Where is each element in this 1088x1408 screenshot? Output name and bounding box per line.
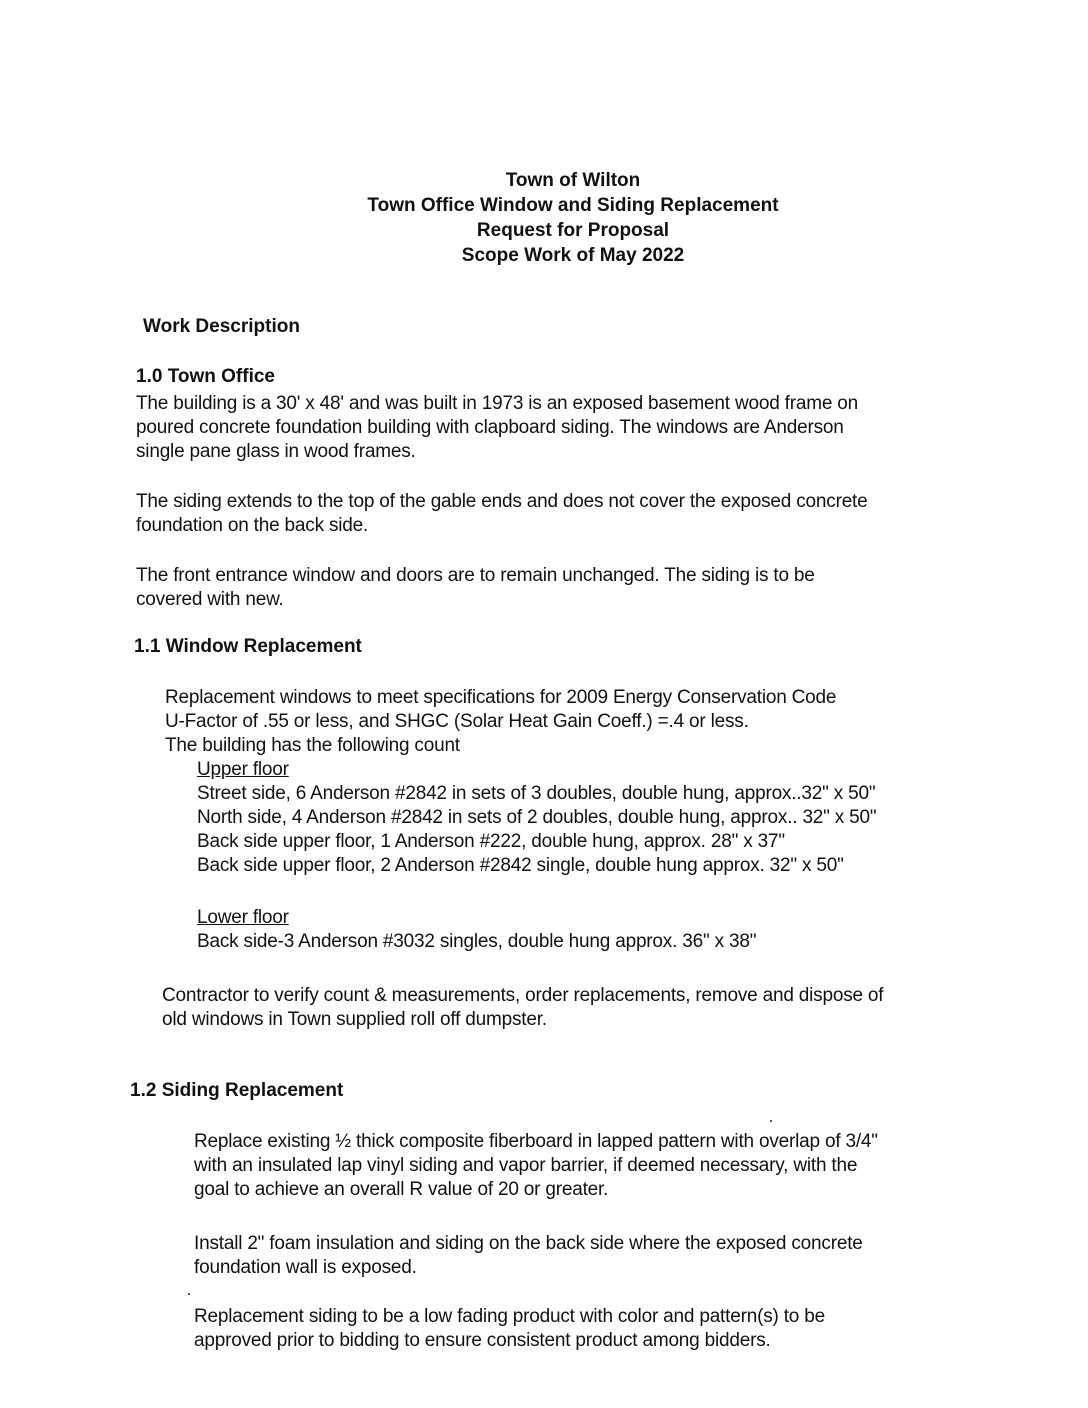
scan-speck [770,1120,772,1122]
list-item: North side, 4 Anderson #2842 in sets of 2 doubles, double hung, approx.. 32" x 50" [197,807,877,828]
text-line: The building is a 30' x 48' and was built in 1973 is an exposed basement wood frame on [136,393,859,414]
upper-floor-list [197,758,876,878]
text-line: The siding extends to the top of the gable ends and does not cover the exposed concrete [136,491,868,512]
title-rfp: Request for Proposal [476,220,670,241]
text-line: single pane glass in wood frames. [136,441,416,462]
section-1-2-para2 [194,1232,863,1280]
contractor-note [162,984,883,1032]
text-line: Replace existing ½ thick composite fiberboard in lapped pattern with overlap of 3/4" [194,1131,878,1152]
text-line: Install 2" foam insulation and siding on the back side where the exposed concrete [194,1233,863,1254]
section-1-2-heading: 1.2 Siding Replacement [130,1080,344,1101]
text-line: Replacement siding to be a low fading product with color and pattern(s) to be [194,1306,825,1327]
list-item: Street side, 6 Anderson #2842 in sets of 3 doubles, double hung, approx..32" x 50" [197,783,876,804]
text-line: U-Factor of .55 or less, and SHGC (Solar Heat Gain Coeff.) =.4 or less. [165,711,749,732]
list-item: Back side upper floor, 2 Anderson #2842 single, double hung approx. 32" x 50" [197,855,844,876]
text-line: with an insulated lap vinyl siding and vapor barrier, if deemed necessary, with the [194,1155,858,1176]
title-scope-date: Scope Work of May 2022 [461,245,685,266]
section-1-0-para2 [136,490,868,538]
window-spec-text [165,686,836,758]
list-item: Back side-3 Anderson #3032 singles, double hung approx. 36" x 38" [197,931,757,952]
text-line: poured concrete foundation building with clapboard siding. The windows are Anderson [136,417,844,438]
text-line: approved prior to bidding to ensure consistent product among bidders. [194,1330,771,1351]
text-line: The building has the following count [165,735,460,756]
text-line: Contractor to verify count & measurements, order replacements, remove and dispose of [162,985,884,1006]
work-description-heading: Work Description [143,316,300,337]
upper-floor-label: Upper floor [197,759,289,780]
section-1-1-heading: 1.1 Window Replacement [134,636,362,657]
section-1-0-para3 [136,564,815,612]
lower-floor-list [197,906,756,954]
text-line: foundation wall is exposed. [194,1257,417,1278]
text-line: covered with new. [136,589,284,610]
title-town: Town of Wilton [505,170,641,191]
text-line: The front entrance window and doors are to remain unchanged. The siding is to be [136,565,815,586]
lower-floor-label: Lower floor [197,907,289,928]
text-line: Replacement windows to meet specifications for 2009 Energy Conservation Code [165,687,837,708]
section-1-2-para1 [194,1130,878,1202]
text-line: old windows in Town supplied roll off dumpster. [162,1009,547,1030]
list-item: Back side upper floor, 1 Anderson #222, double hung, approx. 28" x 37" [197,831,785,852]
section-1-2-para3 [194,1305,825,1353]
section-1-0-para1 [136,392,858,464]
document-title-block [0,168,1088,268]
section-1-0-heading: 1.0 Town Office [136,366,276,387]
title-project: Town Office Window and Siding Replacement [367,195,779,216]
scan-speck [188,1293,190,1295]
text-line: goal to achieve an overall R value of 20 or greater. [194,1179,609,1200]
text-line: foundation on the back side. [136,515,369,536]
